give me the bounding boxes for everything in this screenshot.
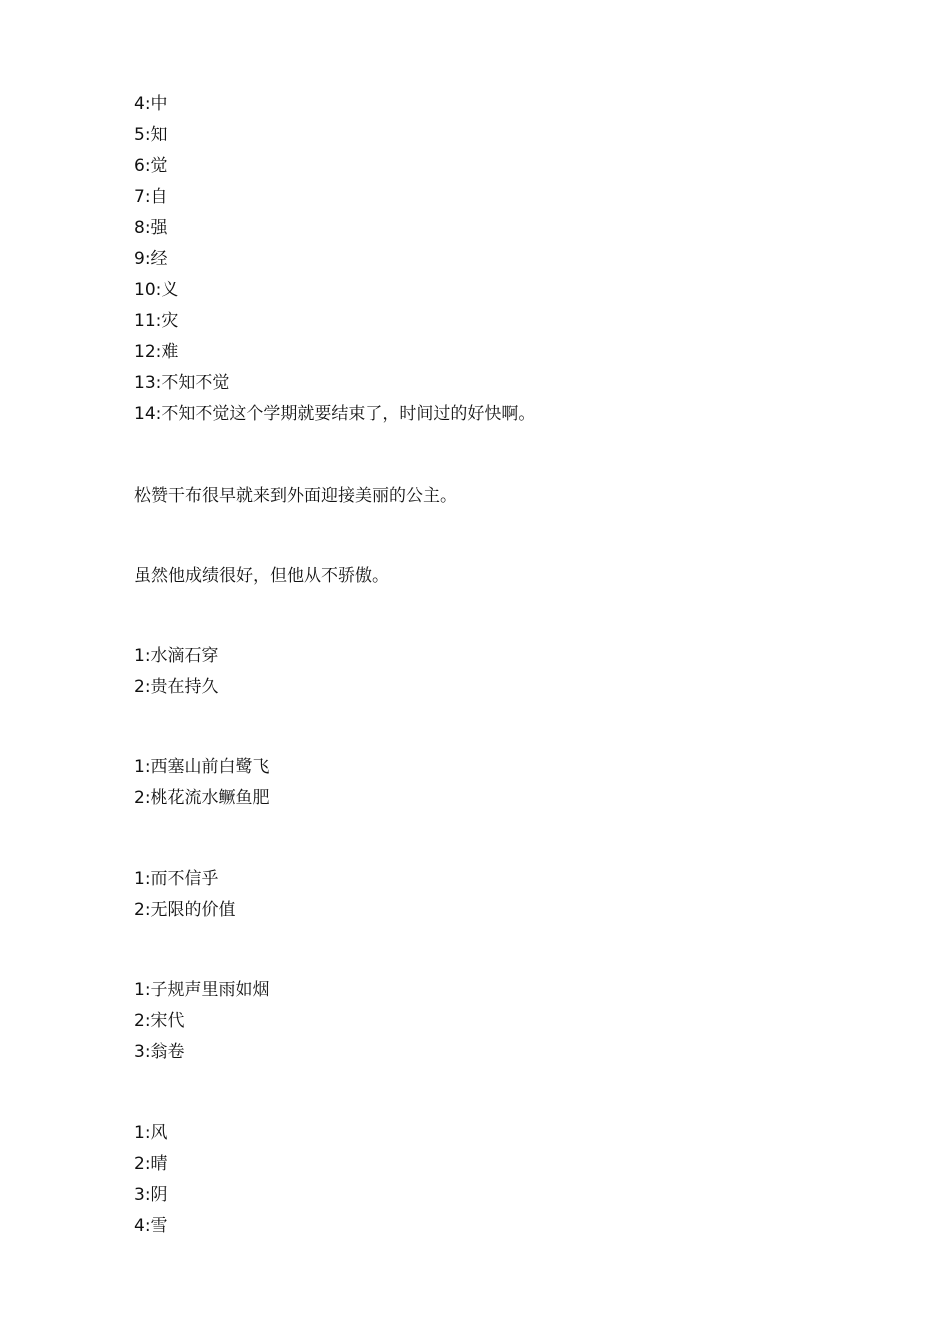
answer-line: 14:不知不觉这个学期就要结束了，时间过的好快啊。 <box>134 404 536 424</box>
answer-line: 2:宋代 <box>134 1011 185 1031</box>
answer-list-5 <box>134 975 270 1068</box>
answer-list-3 <box>134 752 270 814</box>
sentence-text: 松赞干布很早就来到外面迎接美丽的公主。 <box>134 486 457 506</box>
answer-list-4 <box>134 864 236 926</box>
answer-line: 7:自 <box>134 187 168 207</box>
answer-list-6 <box>134 1118 168 1242</box>
answer-line: 12:难 <box>134 342 179 362</box>
answer-line: 2:桃花流水鳜鱼肥 <box>134 788 270 808</box>
answer-list-1 <box>134 89 535 430</box>
answer-list-2 <box>134 641 219 703</box>
sentence-answer-1 <box>134 481 457 512</box>
answer-line: 1:而不信乎 <box>134 869 219 889</box>
answer-line: 3:翁卷 <box>134 1042 185 1062</box>
answer-line: 4:中 <box>134 94 168 114</box>
answer-line: 1:西塞山前白鹭飞 <box>134 757 270 777</box>
answer-line: 6:觉 <box>134 156 168 176</box>
answer-line: 1:水滴石穿 <box>134 646 219 666</box>
answer-line: 3:阴 <box>134 1185 168 1205</box>
answer-line: 5:知 <box>134 125 168 145</box>
sentence-text: 虽然他成绩很好，但他从不骄傲。 <box>134 566 389 586</box>
answer-line: 2:贵在持久 <box>134 677 219 697</box>
answer-line: 8:强 <box>134 218 168 238</box>
answer-line: 1:风 <box>134 1123 168 1143</box>
answer-line: 11:灾 <box>134 311 179 331</box>
answer-line: 9:经 <box>134 249 168 269</box>
answer-line: 2:晴 <box>134 1154 168 1174</box>
answer-line: 13:不知不觉 <box>134 373 230 393</box>
sentence-answer-2 <box>134 561 389 592</box>
answer-line: 1:子规声里雨如烟 <box>134 980 270 1000</box>
answer-line: 2:无限的价值 <box>134 900 236 920</box>
answer-line: 10:义 <box>134 280 179 300</box>
answer-line: 4:雪 <box>134 1216 168 1236</box>
